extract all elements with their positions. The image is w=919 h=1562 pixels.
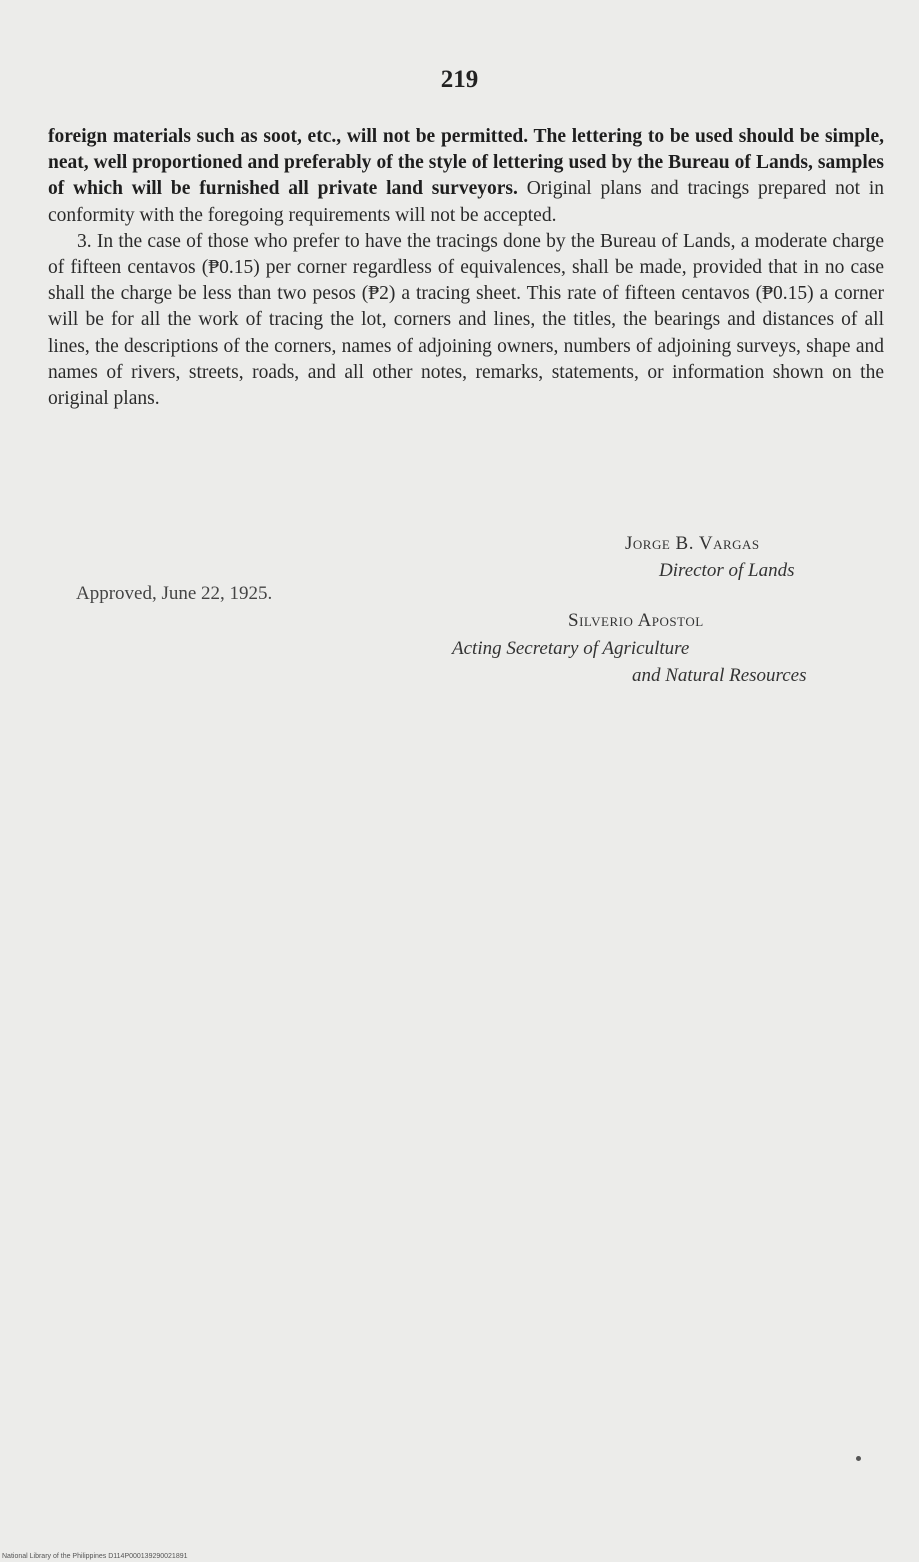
signatory-1-title: Director of Lands: [659, 560, 795, 581]
paragraph-2: 3. In the case of those who prefer to have the tracings done by the Bureau of Lands, a moderate charge of fifteen centavos (₱0.15) per corner regardless of equivalences, shall be made, provided that in no case shall the charge be less than two pesos (₱2) a tracing sheet. This rate of fifteen centavos (₱0.15) a corner will be for all the work of tracing the lot, corners and lines, the titles, the bearings and distances of all lines, the descriptions of the corners, names of adjoining owners, numbers of adjoining surveys, shape and names of rivers, streets, roads, and all other notes, remarks, statements, or information shown on the original plans.: [48, 230, 884, 410]
body-text: [48, 124, 884, 412]
signatory-2-title-line-1: Acting Secretary of Agriculture: [452, 638, 690, 659]
scan-speck: [856, 1456, 861, 1461]
approval-date: Approved, June 22, 1925.: [76, 583, 273, 604]
signatory-1-name: Jorge B. Vargas: [625, 533, 760, 554]
page-number: 219: [440, 66, 479, 93]
scan-footer: National Library of the Philippines D114P000139290021891: [2, 1553, 188, 1560]
paragraph-1-regular-text: Original plans and tracings prepared not in conformity with the foregoing requirements will not be accepted.: [48, 178, 884, 226]
signatory-2-name: Silverio Apostol: [568, 610, 704, 631]
signatory-2-title-line-2: and Natural Resources: [632, 665, 807, 686]
paragraph-1-bold-text: foreign materials such as soot, etc., will not be permitted. The lettering to be used should be simple, neat, well proportioned and preferably of the style of lettering used by the Bureau of Lands, samples of which will be furnished all private land surveyors.: [48, 126, 884, 200]
paragraph-1: [48, 124, 884, 229]
